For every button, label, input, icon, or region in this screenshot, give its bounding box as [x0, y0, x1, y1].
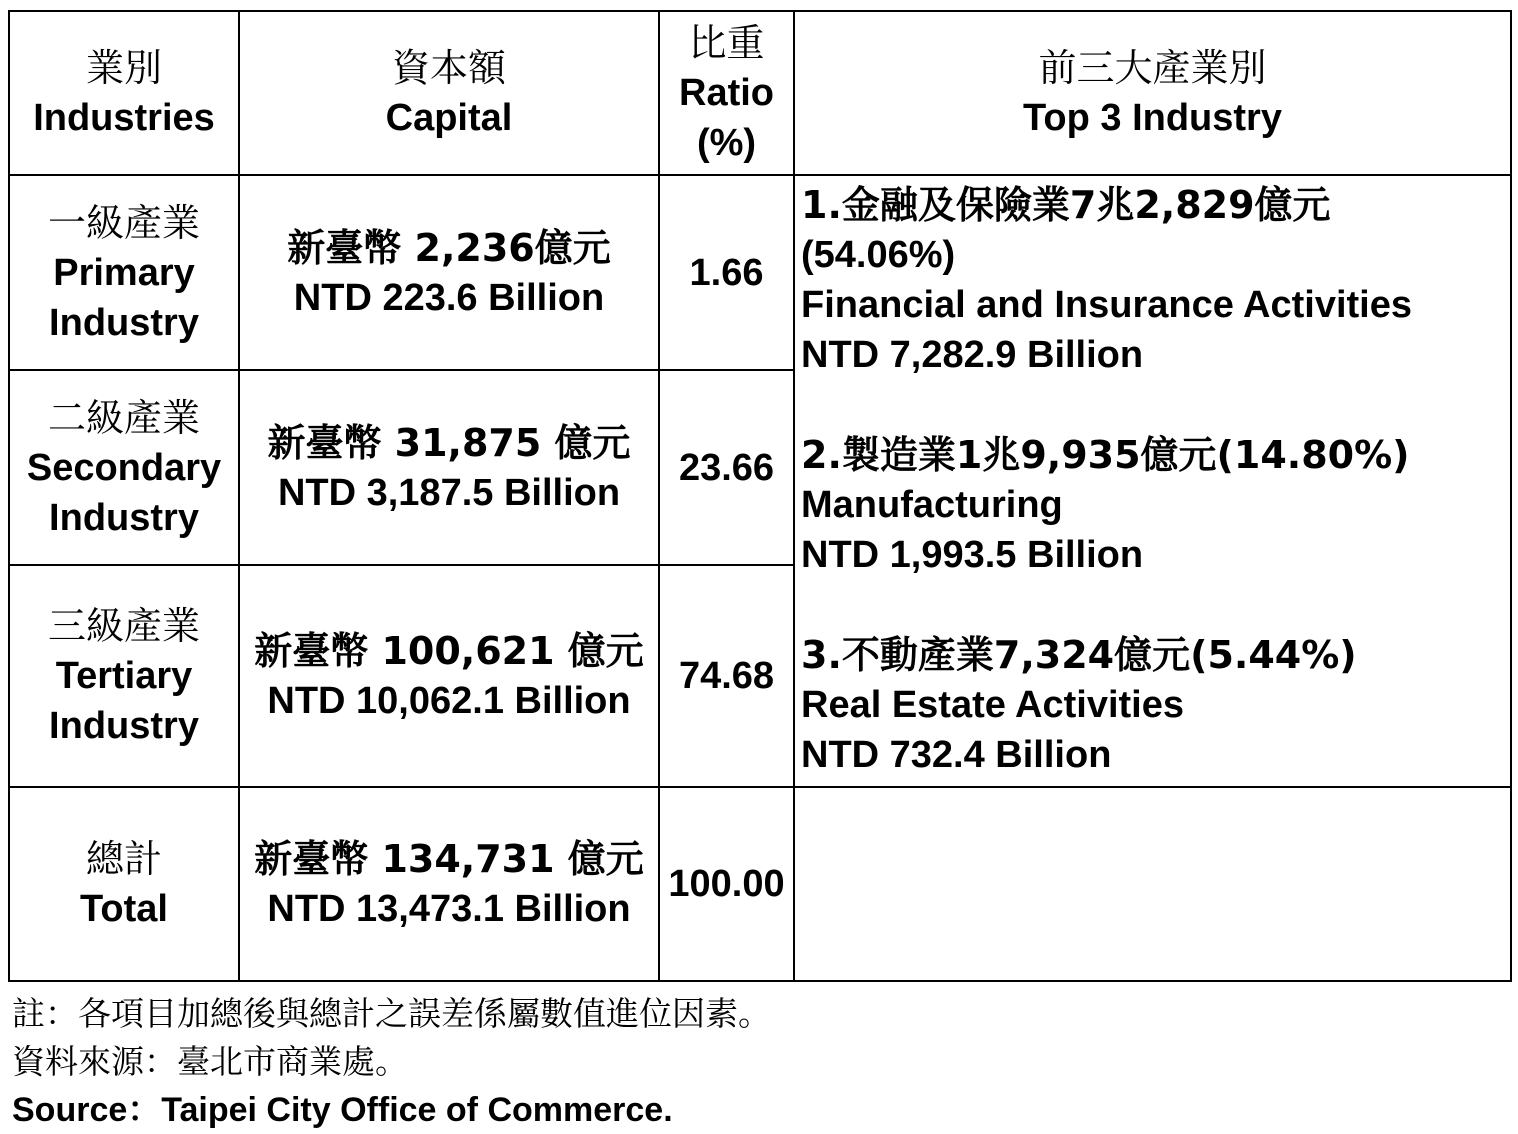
header-capital-en: Capital [385, 97, 513, 139]
top3-item-3-en: Real Estate Activities [801, 684, 1184, 726]
table-row [9, 175, 1511, 370]
header-ratio-en: Ratio [679, 72, 774, 114]
industry-zh: 三級產業 [47, 604, 200, 648]
total-label-en: Total [80, 888, 168, 930]
source-zh: 資料來源：臺北市商業處。 [12, 1042, 408, 1081]
total-row [9, 787, 1511, 981]
top3-item-3-amount: NTD 732.4 Billion [801, 734, 1112, 776]
industry-en-2: Industry [49, 705, 199, 747]
total-capital-zh: 新臺幣 134,731 億元 [254, 837, 644, 881]
header-ratio-zh: 比重 [688, 21, 765, 65]
source-en: Source：Taipei City Office of Commerce. [12, 1091, 673, 1129]
top3-item-1-en: Financial and Insurance Activities [801, 284, 1413, 326]
spacer [801, 380, 1510, 430]
industry-en-1: Tertiary [55, 655, 193, 697]
header-row [9, 11, 1511, 175]
ratio-cell: 23.66 [659, 370, 794, 565]
ratio-cell: 1.66 [659, 175, 794, 370]
industry-cell [9, 565, 239, 787]
ratio-cell: 74.68 [659, 565, 794, 787]
capital-cell [239, 370, 659, 565]
header-ratio-unit: (%) [696, 122, 757, 164]
footnotes [12, 990, 1502, 1134]
header-top3-zh: 前三大產業別 [1038, 46, 1267, 90]
total-ratio-cell: 100.00 [659, 787, 794, 981]
note-text: 註：各項目加總後與總計之誤差係屬數值進位因素。 [12, 994, 771, 1033]
header-ratio [659, 11, 794, 175]
industry-cell [9, 175, 239, 370]
top3-item-2-title: 2.製造業1兆9,935億元(14.80%) [801, 433, 1410, 477]
header-industries [9, 11, 239, 175]
industry-cell [9, 370, 239, 565]
capital-en: NTD 223.6 Billion [293, 276, 605, 319]
top3-item-1-title: 1.金融及保險業7兆2,829億元 [801, 183, 1331, 227]
header-industries-zh: 業別 [85, 46, 162, 90]
header-capital-zh: 資本額 [391, 46, 506, 90]
capital-en: NTD 10,062.1 Billion [267, 680, 631, 722]
spacer [801, 580, 1510, 630]
industry-zh: 二級產業 [47, 395, 200, 440]
header-capital [239, 11, 659, 175]
capital-table [8, 10, 1512, 982]
capital-cell [239, 565, 659, 787]
industry-en-2: Industry [49, 301, 199, 344]
top3-item-1-amount: NTD 7,282.9 Billion [801, 334, 1144, 376]
top3-item-2-en: Manufacturing [801, 484, 1063, 526]
total-top3-empty-cell [794, 787, 1511, 981]
capital-zh: 新臺幣 100,621 億元 [254, 629, 644, 673]
top3-item-2-amount: NTD 1,993.5 Billion [801, 534, 1144, 576]
capital-zh: 新臺幣 2,236億元 [287, 225, 611, 270]
industry-zh: 一級產業 [47, 200, 200, 245]
header-top3-en: Top 3 Industry [1023, 97, 1282, 139]
header-industries-en: Industries [33, 97, 215, 139]
capital-en: NTD 3,187.5 Billion [277, 471, 621, 514]
header-top3 [794, 11, 1511, 175]
top3-item-3-title: 3.不動產業7,324億元(5.44%) [801, 633, 1357, 677]
industry-en-2: Industry [49, 496, 199, 539]
capital-zh: 新臺幣 31,875 億元 [267, 420, 631, 465]
total-capital-en: NTD 13,473.1 Billion [267, 888, 631, 930]
total-capital-cell [239, 787, 659, 981]
top3-cell [794, 175, 1511, 787]
capital-cell [239, 175, 659, 370]
total-label-cell [9, 787, 239, 981]
industry-en-1: Primary [53, 251, 195, 294]
total-label-zh: 總計 [85, 837, 162, 881]
industry-en-1: Secondary [26, 446, 222, 489]
top3-item-1-ratio: (54.06%) [801, 234, 956, 276]
